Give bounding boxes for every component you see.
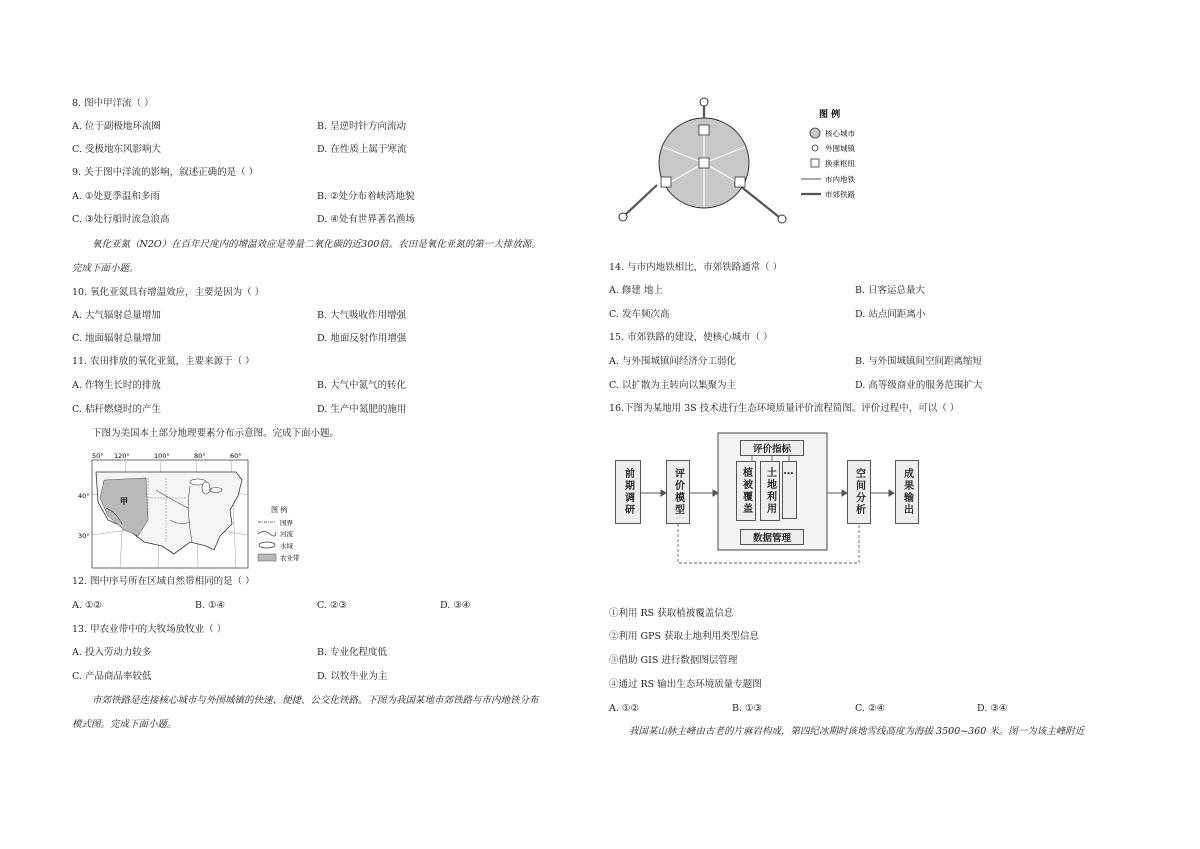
question-10-stem: 10. 氧化亚氮具有增温效应，主要是因为（ ） — [72, 287, 265, 298]
lon-label-5: 60° — [230, 452, 242, 460]
evaluation-index-box: 评价指标 — [740, 440, 804, 456]
q10-option-c[interactable]: C. 地面辐射总量增加 — [72, 333, 161, 344]
transfer-hub-icon — [811, 159, 819, 167]
question-15-stem: 15. 市郊铁路的建设，使核心城市（ ） — [609, 332, 773, 343]
vegetation-cover-box: 植被覆盖 — [736, 461, 756, 521]
rail-legend-title: 图 例 — [819, 110, 841, 120]
result-output-box: 成果输出 — [895, 460, 919, 524]
q14-option-c[interactable]: C. 发车频次高 — [609, 309, 670, 320]
q9-option-a[interactable]: A. ①处夏季温和多雨 — [72, 191, 160, 202]
q13-option-d[interactable]: D. 以牧牛业为主 — [317, 671, 388, 682]
region-label-jia: 甲 — [120, 497, 128, 506]
statement-1: ①利用 RS 获取植被覆盖信息 — [609, 608, 734, 619]
question-13-stem: 13. 甲农业带中的大牧场放牧业（ ） — [72, 624, 227, 635]
q8-option-d[interactable]: D. 在性质上属于寒流 — [317, 144, 407, 155]
question-9-stem: 9. 关于图中洋流的影响，叙述正确的是（ ） — [72, 167, 259, 178]
rail-legend-item-3: 换乘枢纽 — [825, 159, 855, 168]
q14-option-d[interactable]: D. 站点间距离小 — [855, 309, 926, 320]
q12-option-d[interactable]: D. ③④ — [440, 600, 471, 611]
data-management-box: 数据管理 — [740, 529, 804, 545]
q16-option-d[interactable]: D. ③④ — [977, 703, 1008, 714]
q13-option-b[interactable]: B. 专业化程度低 — [317, 647, 388, 658]
q12-option-c[interactable]: C. ②③ — [317, 600, 348, 611]
lon-label-1: 50° — [92, 452, 104, 460]
q11-option-b[interactable]: B. 大气中氮气的转化 — [317, 380, 407, 391]
question-14-stem: 14. 与市内地铁相比，市郊铁路通常（ ） — [609, 262, 783, 273]
map-legend-item-3: 水域 — [280, 542, 293, 550]
spatial-analysis-box: 空间分析 — [847, 460, 871, 524]
rail-legend-item-4: 市内地铁 — [825, 175, 855, 184]
rail-pattern-diagram — [611, 95, 881, 230]
core-city-icon — [810, 128, 820, 138]
q9-option-b[interactable]: B. ②处分布着峡湾地貌 — [317, 191, 415, 202]
q15-option-b[interactable]: B. 与外围城镇间空间距离缩短 — [855, 356, 983, 367]
q16-option-b[interactable]: B. ①③ — [732, 703, 763, 714]
lon-label-2: 120° — [114, 452, 130, 460]
intro-paragraph-1: 氧化亚氮（N2O）在百年尺度内的增温效应是等量二氧化碳的近300倍。农田是氧化亚氮的第一大排放源。 — [92, 239, 541, 250]
intro-paragraph-3: 市郊铁路是连接核心城市与外围城镇的快速、便捷、公交化铁路。下图为我国某地市郊铁路与市内地铁分布 — [92, 695, 539, 706]
statement-3: ③借助 GIS 进行数据图层管理 — [609, 655, 738, 666]
q15-option-c[interactable]: C. 以扩散为主转向以集聚为主 — [609, 380, 736, 391]
rail-legend-item-5: 市郊铁路 — [825, 190, 855, 199]
q10-option-a[interactable]: A. 大气辐射总量增加 — [72, 310, 161, 321]
q10-option-b[interactable]: B. 大气吸收作用增强 — [317, 310, 407, 321]
q16-option-c[interactable]: C. ②④ — [855, 703, 886, 714]
intro-paragraph-1-cont: 完成下面小题。 — [72, 263, 139, 274]
question-12-stem: 12. 图中序号所在区域自然带相同的是（ ） — [72, 576, 255, 587]
rail-legend — [801, 108, 855, 199]
question-8-stem: 8. 图中甲洋流（ ） — [72, 98, 154, 109]
q9-option-d[interactable]: D. ④处有世界著名渔场 — [317, 214, 415, 225]
map-legend-item-4: 农业带 — [280, 554, 300, 562]
q13-option-a[interactable]: A. 投入劳动力较多 — [72, 647, 152, 658]
outer-town-icon — [812, 145, 818, 151]
usa-map-figure — [78, 450, 368, 572]
statement-4: ④通过 RS 输出生态环境质量专题图 — [609, 679, 762, 690]
q14-option-b[interactable]: B. 日客运总量大 — [855, 285, 926, 296]
q12-option-b[interactable]: B. ①④ — [195, 600, 226, 611]
q8-option-a[interactable]: A. 位于副极地环流圈 — [72, 121, 161, 132]
flowchart-3s — [609, 428, 929, 570]
map-legend-title: 图 例 — [271, 506, 288, 514]
q8-option-c[interactable]: C. 受极地东风影响大 — [72, 144, 161, 155]
map-legend-item-1: 国界 — [280, 519, 293, 527]
q12-option-a[interactable]: A. ①② — [72, 600, 102, 611]
lon-label-4: 80° — [194, 452, 206, 460]
q15-option-a[interactable]: A. 与外围城镇间经济分工弱化 — [609, 356, 736, 367]
q15-option-d[interactable]: D. 高等级商业的服务范围扩大 — [855, 380, 983, 391]
evaluation-model-box: 评价模型 — [666, 460, 690, 524]
q11-option-a[interactable]: A. 作物生长时的排放 — [72, 380, 161, 391]
intro-paragraph-3-cont: 模式图。完成下面小题。 — [72, 719, 177, 730]
intro-paragraph-2: 下图为美国本土部分地理要素分布示意图。完成下面小题。 — [92, 428, 340, 439]
agri-belt-icon — [258, 554, 276, 561]
lat-label-1: 40° — [78, 492, 90, 500]
q11-option-d[interactable]: D. 生产中氮肥的施用 — [317, 404, 407, 415]
question-16-stem: 16.下图为某地用 3S 技术进行生态环境质量评价流程简图。评价过程中，可以（ ） — [609, 403, 960, 414]
land-use-box: 土地利用 — [760, 461, 780, 521]
q13-option-c[interactable]: C. 产品商品率较低 — [72, 671, 152, 682]
q8-option-b[interactable]: B. 呈逆时针方向流动 — [317, 121, 407, 132]
rail-legend-item-1: 核心城市 — [825, 129, 855, 138]
lon-label-3: 100° — [154, 452, 170, 460]
water-icon — [259, 542, 275, 548]
early-research-box: 前期调研 — [615, 460, 641, 524]
q16-option-a[interactable]: A. ①② — [609, 703, 639, 714]
map-legend-item-2: 河流 — [280, 530, 293, 538]
q10-option-d[interactable]: D. 地面反射作用增强 — [317, 333, 407, 344]
rail-legend-item-2: 外围城镇 — [825, 144, 855, 153]
question-11-stem: 11. 农田排放的氧化亚氮，主要来源于（ ） — [72, 356, 255, 367]
lat-label-2: 30° — [78, 532, 90, 540]
intro-paragraph-4: 我国某山脉主峰由古老的片麻岩构成，第四纪冰期时该地雪线高度为海拔 3500~360 米。图一为该主峰附近 — [629, 726, 1085, 737]
q9-option-c[interactable]: C. ③处行船时流急浪高 — [72, 214, 170, 225]
q14-option-a[interactable]: A. 修建 地上 — [609, 285, 663, 296]
etc-box: … — [782, 461, 797, 519]
q11-option-c[interactable]: C. 秸秆燃烧时的产生 — [72, 404, 161, 415]
statement-2: ②利用 GPS 获取土地利用类型信息 — [609, 631, 760, 642]
